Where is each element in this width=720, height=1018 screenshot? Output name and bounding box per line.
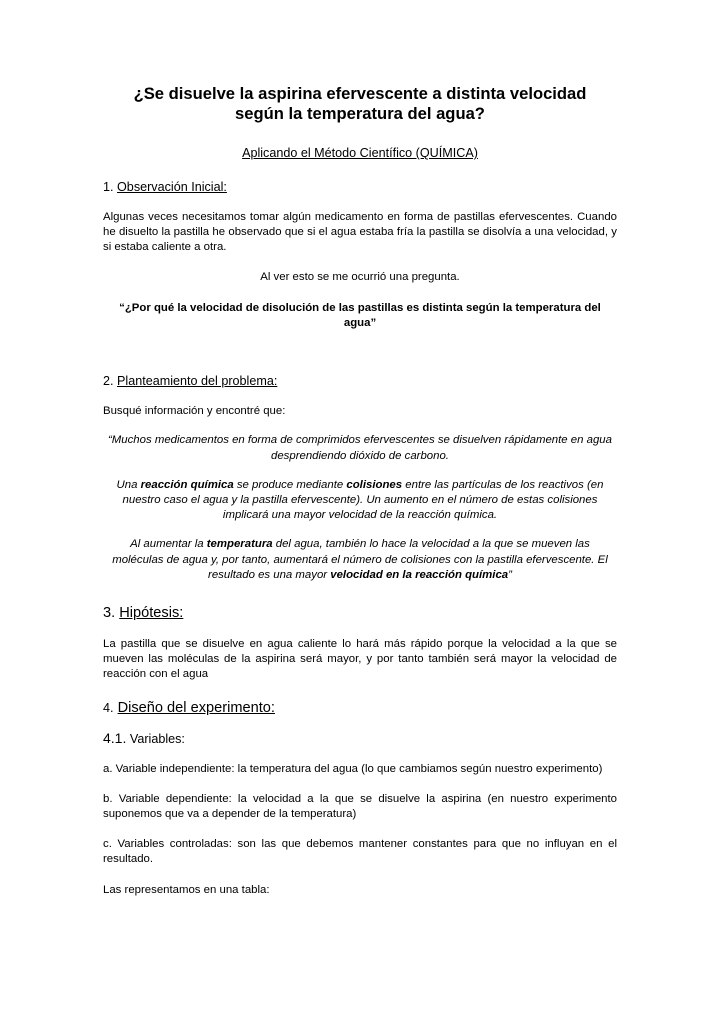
section-4-1-heading: [103, 731, 617, 747]
section-2-quote-2: [103, 478, 617, 524]
document-page: [103, 84, 617, 898]
quote-2-text-3: entre las partículas de los reactivos (en nuestro caso el agua y la pastilla efervescente). Un aumento en el número de estas colisiones implicará una mayor velocidad de la reacción química.: [122, 478, 604, 522]
title-line-2: según la temperatura del agua?: [235, 104, 485, 123]
section-3-paragraph: La pastilla que se disuelve en agua caliente lo hará más rápido porque la velocidad a la que se mueven las moléculas de la aspirina será mayor, y por tanto también será mayor la velocidad de reacción con el agua: [103, 638, 617, 681]
quote-3-bold-temperature: temperatura: [206, 538, 273, 551]
section-4-title: Diseño del experimento:: [117, 699, 275, 716]
section-2-quote-1: “Muchos medicamentos en forma de comprimidos efervescentes se disuelven rápidamente en agua desprendiendo dióxido de carbono.: [108, 434, 612, 462]
section-4-1-title: Variables:: [129, 731, 185, 746]
variable-item-a: a. Variable independiente: la temperatura del agua (lo que cambiamos según nuestro experimento): [103, 762, 603, 775]
section-4-number: 4.: [103, 700, 114, 715]
section-1-question: “¿Por qué la velocidad de disolución de las pastillas es distinta según la temperatura del agua”: [119, 301, 601, 330]
quote-3-text-1: Al aumentar la: [130, 538, 207, 551]
quote-3-text-2: del agua, también lo hace la velocidad a la que se mueven las moléculas de agua y, por tanto, aumentará el número de colisiones con la pastilla efervescente. El resultado es una mayor: [112, 538, 608, 581]
section-2-title: Planteamiento del problema:: [117, 374, 278, 389]
variable-item-c: c. Variables controladas: son las que debemos mantener constantes para que no influyan en el resultado.: [103, 838, 617, 866]
quote-2-bold-collisions: colisiones: [346, 478, 403, 491]
section-3-heading: [103, 605, 617, 622]
quote-2-text-2: se produce mediante: [233, 478, 347, 491]
section-1-title: Observación Inicial:: [117, 180, 227, 194]
quote-3-bold-velocity: velocidad en la reacción química: [330, 568, 509, 581]
quote-2-text-1: Una: [116, 478, 141, 491]
document-title: [103, 84, 617, 124]
section-2-heading: [103, 374, 617, 389]
section-1-paragraph: Algunas veces necesitamos tomar algún medicamento en forma de pastillas efervescentes. Cuando he disuelto la pastilla he observado que si el agua estaba fría la pastilla se disolvía a una velocidad, y si estaba caliente a otra.: [103, 211, 617, 254]
section-1-thought: Al ver esto se me ocurrió una pregunta.: [260, 270, 460, 283]
quote-2-bold-reaction: reacción química: [140, 478, 234, 491]
section-1-heading: [103, 180, 617, 195]
section-3-number: 3.: [103, 605, 116, 622]
section-2-quote-3: [103, 537, 617, 583]
section-4-1-number: 4.1.: [103, 729, 127, 746]
title-line-1: ¿Se disuelve la aspirina efervescente a distinta velocidad: [133, 84, 587, 103]
section-4-heading: [103, 700, 617, 717]
section-2-intro: Busqué información y encontré que:: [103, 405, 286, 418]
section-3-title: Hipótesis:: [119, 605, 184, 622]
section-2-number: 2.: [103, 374, 114, 389]
section-1-number: 1.: [103, 180, 114, 194]
table-intro: Las representamos en una tabla:: [103, 883, 270, 896]
variable-item-b: b. Variable dependiente: la velocidad a la que se disuelve la aspirina (en nuestro experimento suponemos que va a depender de la temperatura): [103, 792, 617, 821]
quote-3-text-3: ”: [508, 568, 512, 581]
document-subtitle: Aplicando el Método Científico (QUÍMICA): [242, 146, 478, 160]
